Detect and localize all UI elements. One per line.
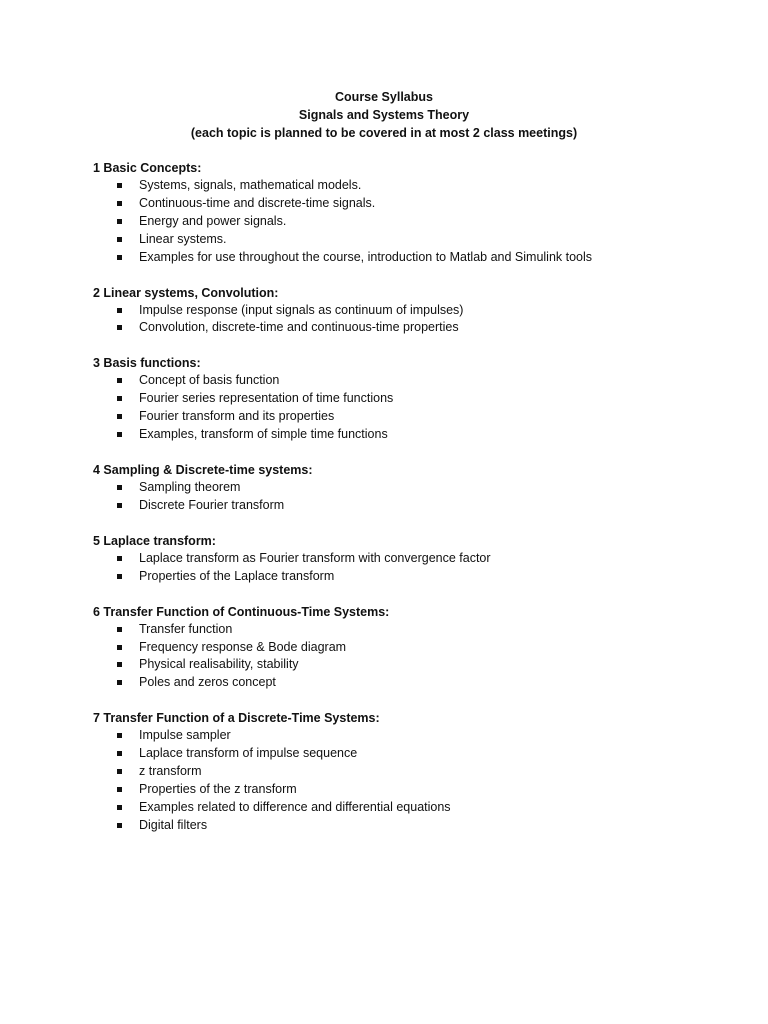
syllabus-sections — [93, 159, 733, 852]
list-item-text: Frequency response & Bode diagram — [139, 639, 347, 654]
syllabus-section — [93, 284, 733, 338]
list-item — [93, 319, 733, 337]
square-bullet-icon — [117, 556, 122, 561]
square-bullet-icon — [117, 805, 122, 810]
list-item — [93, 213, 733, 231]
list-item-text: Laplace transform of impulse sequence — [139, 746, 358, 761]
list-item — [93, 568, 733, 586]
header-line-title: Course Syllabus — [335, 90, 433, 104]
list-item-text: Concept of basis function — [139, 373, 280, 388]
square-bullet-icon — [117, 645, 122, 650]
list-item-text: z transform — [139, 764, 202, 779]
header-line-note: (each topic is planned to be covered in at most 2 class meetings) — [190, 126, 578, 140]
section-title: 3 Basis functions: — [93, 356, 201, 371]
syllabus-section — [93, 709, 733, 834]
square-bullet-icon — [117, 733, 122, 738]
list-item-text: Transfer function — [139, 621, 233, 636]
topic-list — [93, 621, 733, 693]
square-bullet-icon — [117, 503, 122, 508]
syllabus-section — [93, 532, 733, 586]
syllabus-section — [93, 354, 733, 444]
square-bullet-icon — [117, 432, 122, 437]
topic-list — [93, 302, 733, 338]
section-title: 7 Transfer Function of a Discrete-Time Systems: — [93, 711, 380, 726]
list-item — [93, 195, 733, 213]
list-item-text: Fourier series representation of time functions — [139, 391, 394, 406]
square-bullet-icon — [117, 574, 122, 579]
list-item-text: Impulse response (input signals as continuum of impulses) — [139, 302, 464, 317]
section-title: 6 Transfer Function of Continuous-Time Systems: — [93, 604, 390, 619]
list-item — [93, 177, 733, 195]
square-bullet-icon — [117, 325, 122, 330]
list-item — [93, 763, 733, 781]
square-bullet-icon — [117, 751, 122, 756]
list-item-text: Discrete Fourier transform — [139, 497, 285, 512]
list-item — [93, 231, 733, 249]
square-bullet-icon — [117, 485, 122, 490]
list-item-text: Impulse sampler — [139, 728, 231, 743]
list-item — [93, 550, 733, 568]
list-item-text: Digital filters — [139, 817, 208, 832]
list-item — [93, 817, 733, 835]
section-title: 2 Linear systems, Convolution: — [93, 285, 279, 300]
list-item — [93, 390, 733, 408]
square-bullet-icon — [117, 787, 122, 792]
header-line-course: Signals and Systems Theory — [298, 108, 470, 122]
syllabus-header — [0, 88, 768, 142]
list-item — [93, 408, 733, 426]
square-bullet-icon — [117, 769, 122, 774]
topic-list — [93, 727, 733, 834]
list-item-text: Sampling theorem — [139, 479, 241, 494]
square-bullet-icon — [117, 627, 122, 632]
list-item — [93, 249, 733, 267]
square-bullet-icon — [117, 308, 122, 313]
topic-list — [93, 479, 733, 515]
syllabus-section — [93, 603, 733, 693]
topic-list — [93, 372, 733, 444]
list-item — [93, 781, 733, 799]
syllabus-section — [93, 159, 733, 267]
list-item-text: Properties of the Laplace transform — [139, 568, 335, 583]
square-bullet-icon — [117, 219, 122, 224]
section-title: 4 Sampling & Discrete-time systems: — [93, 462, 313, 477]
list-item-text: Fourier transform and its properties — [139, 409, 335, 424]
square-bullet-icon — [117, 823, 122, 828]
list-item — [93, 302, 733, 320]
list-item-text: Physical realisability, stability — [139, 657, 299, 672]
square-bullet-icon — [117, 183, 122, 188]
topic-list — [93, 550, 733, 586]
list-item — [93, 799, 733, 817]
list-item-text: Continuous-time and discrete-time signals. — [139, 195, 376, 210]
list-item-text: Laplace transform as Fourier transform with convergence factor — [139, 550, 491, 565]
list-item-text: Convolution, discrete-time and continuous-time properties — [139, 320, 459, 335]
square-bullet-icon — [117, 237, 122, 242]
list-item — [93, 497, 733, 515]
list-item-text: Energy and power signals. — [139, 213, 287, 228]
square-bullet-icon — [117, 680, 122, 685]
topic-list — [93, 177, 733, 267]
list-item-text: Examples related to difference and differential equations — [139, 799, 451, 814]
list-item-text: Properties of the z transform — [139, 781, 297, 796]
list-item — [93, 674, 733, 692]
square-bullet-icon — [117, 201, 122, 206]
list-item — [93, 426, 733, 444]
list-item-text: Examples for use throughout the course, introduction to Matlab and Simulink tools — [139, 249, 593, 264]
list-item-text: Poles and zeros concept — [139, 675, 276, 690]
syllabus-section — [93, 461, 733, 515]
list-item — [93, 727, 733, 745]
list-item — [93, 479, 733, 497]
square-bullet-icon — [117, 414, 122, 419]
list-item — [93, 639, 733, 657]
square-bullet-icon — [117, 396, 122, 401]
square-bullet-icon — [117, 255, 122, 260]
section-title: 1 Basic Concepts: — [93, 161, 202, 175]
list-item-text: Linear systems. — [139, 231, 227, 246]
list-item-text: Systems, signals, mathematical models. — [139, 178, 362, 192]
list-item — [93, 656, 733, 674]
square-bullet-icon — [117, 378, 122, 383]
list-item — [93, 372, 733, 390]
list-item — [93, 621, 733, 639]
section-title: 5 Laplace transform: — [93, 533, 216, 548]
list-item — [93, 745, 733, 763]
square-bullet-icon — [117, 662, 122, 667]
list-item-text: Examples, transform of simple time functions — [139, 427, 388, 442]
